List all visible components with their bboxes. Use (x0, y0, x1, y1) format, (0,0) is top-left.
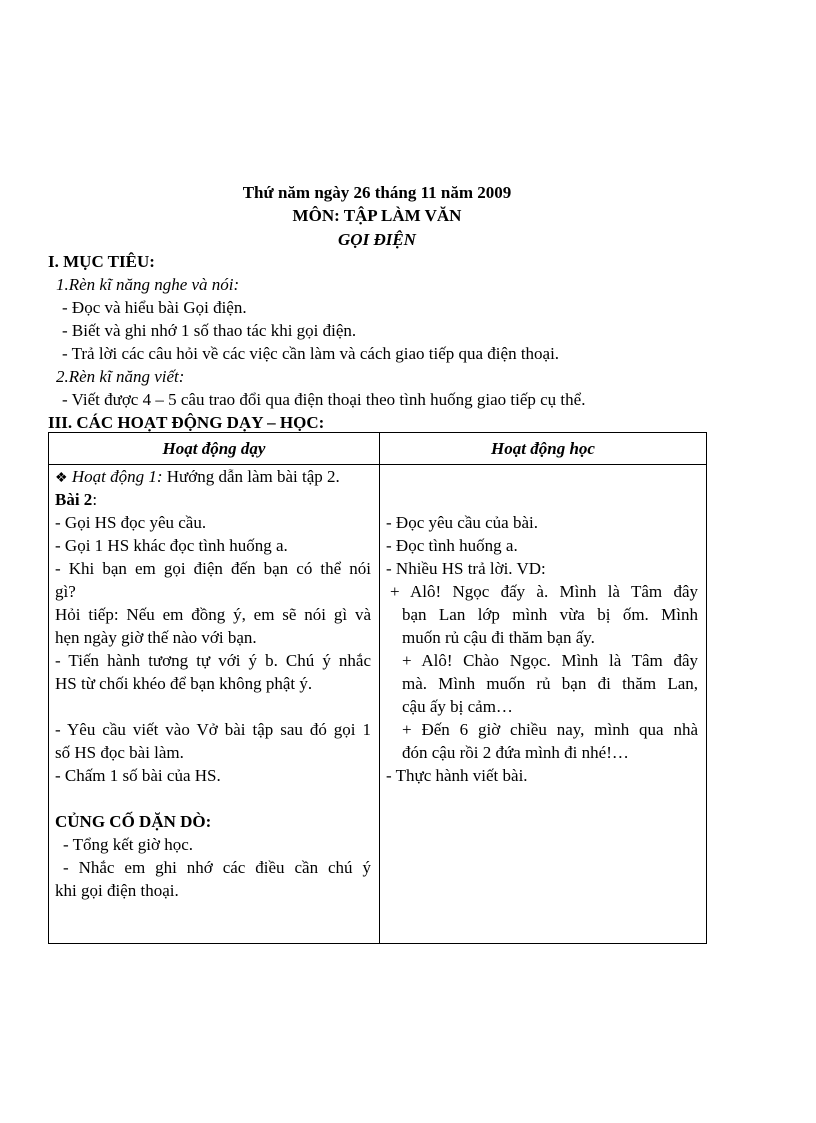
teacher-line: Hỏi tiếp: Nếu em đồng ý, em sẽ nói gì và (55, 605, 371, 624)
teacher-cell (49, 465, 380, 944)
objective-item: - Trả lời các câu hỏi về các việc cần làm và cách giao tiếp qua điện thoại. (62, 344, 560, 363)
activities-heading: III. CÁC HOẠT ĐỘNG DẠY – HỌC: (48, 413, 325, 432)
student-line: + Alô! Ngọc đấy à. Mình là Tâm đây (390, 582, 698, 601)
subject-title: MÔN: TẬP LÀM VĂN (292, 206, 462, 225)
student-line: muốn rủ cậu đi thăm bạn ấy. (402, 628, 595, 647)
objective-part2-title: 2.Rèn kĩ năng viết: (56, 367, 185, 386)
teacher-line: - Gọi 1 HS khác đọc tình huống a. (55, 536, 288, 555)
activity-line (55, 467, 340, 487)
objectives-heading: I. MỤC TIÊU: (48, 252, 155, 271)
student-line: - Đọc yêu cầu của bài. (386, 513, 538, 532)
student-line: cậu ấy bị cảm… (402, 697, 513, 716)
lesson-title: GỌI ĐIỆN (338, 230, 416, 249)
teacher-line: HS từ chối khéo để bạn không phật ý. (55, 674, 313, 693)
objective-item: - Đọc và hiểu bài Gọi điện. (62, 298, 247, 317)
student-line: + Alô! Chào Ngọc. Mình là Tâm đây (402, 651, 698, 670)
student-column-header: Hoạt động học (380, 433, 707, 465)
closing-line: - Nhắc em ghi nhớ các điều cần chú ý (63, 858, 371, 877)
teacher-line: gì? (55, 582, 76, 601)
student-cell (380, 465, 707, 944)
student-line: - Thực hành viết bài. (386, 766, 528, 785)
teacher-line: - Chấm 1 số bài của HS. (55, 766, 221, 785)
student-line: mà. Mình muốn rủ bạn đi thăm Lan, (402, 674, 698, 693)
teacher-line: - Yêu cầu viết vào Vở bài tập sau đó gọi 1 (55, 720, 371, 739)
date-line: Thứ năm ngày 26 tháng 11 năm 2009 (242, 183, 512, 202)
closing-heading: CỦNG CỐ DẶN DÒ: (55, 812, 212, 831)
closing-line: khi gọi điện thoại. (55, 881, 179, 900)
student-line: + Đến 6 giờ chiều nay, mình qua nhà (402, 720, 698, 739)
diamond-bullet-icon: ❖ (55, 471, 68, 486)
activities-table (48, 432, 707, 944)
teacher-column-header: Hoạt động dạy (49, 433, 380, 465)
closing-line: - Tổng kết giờ học. (63, 835, 194, 854)
teacher-line: hẹn ngày giờ thế nào với bạn. (55, 628, 257, 647)
exercise-label: Bài 2: (55, 490, 98, 509)
student-line: - Nhiều HS trả lời. VD: (386, 559, 546, 578)
student-line: bạn Lan lớp mình vừa bị ốm. Mình (402, 605, 698, 624)
teacher-line: - Tiến hành tương tự với ý b. Chú ý nhắc (55, 651, 371, 670)
activity-text: Hướng dẫn làm bài tập 2. (166, 467, 340, 486)
student-line: - Đọc tình huống a. (386, 536, 518, 555)
objective-part1-title: 1.Rèn kĩ năng nghe và nói: (56, 275, 240, 294)
student-line: đón cậu rồi 2 đứa mình đi nhé!… (402, 743, 629, 762)
teacher-line: - Khi bạn em gọi điện đến bạn có thể nói (55, 559, 371, 578)
teacher-line: số HS đọc bài làm. (55, 743, 184, 762)
teacher-line: - Gọi HS đọc yêu cầu. (55, 513, 207, 532)
objective-item: - Biết và ghi nhớ 1 số thao tác khi gọi điện. (62, 321, 357, 340)
activity-label: Hoạt động 1: (71, 467, 163, 486)
objective-item: - Viết được 4 – 5 câu trao đổi qua điện thoại theo tình huống giao tiếp cụ thể. (62, 390, 586, 409)
